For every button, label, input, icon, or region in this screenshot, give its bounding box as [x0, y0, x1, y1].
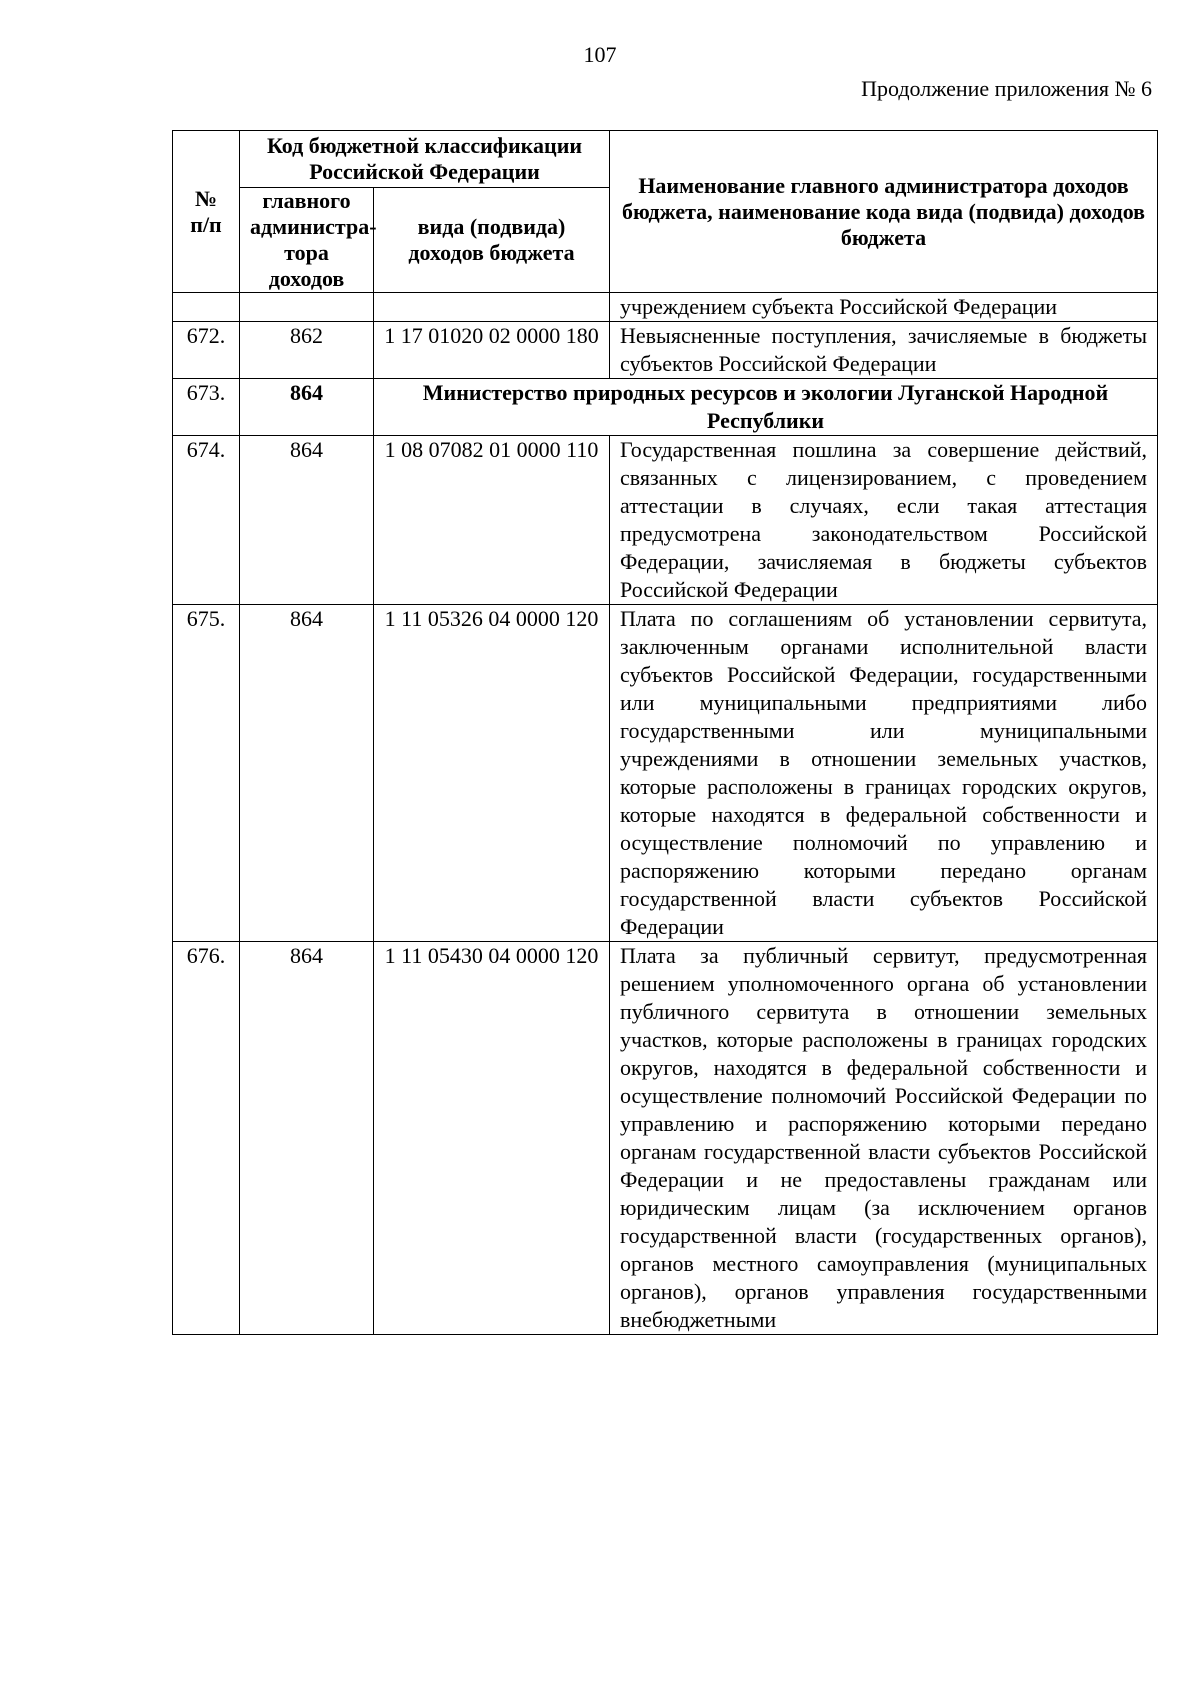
- row-admin-code: 864: [240, 605, 374, 942]
- header-name: Наименование главного администратора доходов бюджета, наименование кода вида (подвида) доходов бюджета: [610, 131, 1158, 293]
- ministry-heading: Министерство природных ресурсов и экологии Луганской Народной Республики: [374, 379, 1158, 436]
- table-row-continuation: [173, 293, 1158, 322]
- table-row-674: [173, 436, 1158, 605]
- row-admin-code: 864: [240, 942, 374, 1335]
- header-admin-code: главного администра-тора доходов: [240, 188, 374, 293]
- row-number: [173, 293, 240, 322]
- header-kbk-group: Код бюджетной классификации Российской Федерации: [240, 131, 610, 188]
- row-description: Плата за публичный сервитут, предусмотренная решением уполномоченного органа об установлении публичного сервитута в отношении земельных участков, которые расположены в границах городских округов, находятся в федеральной собственности и осуществление полномочий Российской Федерации по управлению и распоряжению которыми передано органам государственной власти субъектов Российской Федерации и не предоставлены гражданам или юридическим лицам (за исключением органов государственной власти (государственных органов), органов местного самоуправления (муниципальных органов), органов управления государственными внебюджетными: [610, 942, 1158, 1335]
- page-number: 107: [583, 42, 617, 67]
- row-admin-code: 864: [240, 436, 374, 605]
- row-admin-code: [240, 293, 374, 322]
- row-number: 676.: [173, 942, 240, 1335]
- table-row-673: [173, 379, 1158, 436]
- header-type-code: вида (подвида) доходов бюджета: [374, 188, 610, 293]
- row-type-code: [374, 293, 610, 322]
- appendix-title: Продолжение приложения № 6: [861, 76, 1152, 101]
- row-description: Государственная пошлина за совершение действий, связанных с лицензированием, с проведением аттестации в случаях, если такая аттестация предусмотрена законодательством Российской Федерации, зачисляемая в бюджеты субъектов Российской Федерации: [610, 436, 1158, 605]
- table-row-676: [173, 942, 1158, 1335]
- row-type-code: 1 08 07082 01 0000 110: [374, 436, 610, 605]
- row-number: 674.: [173, 436, 240, 605]
- row-admin-code: 862: [240, 322, 374, 379]
- header-number: № п/п: [173, 131, 240, 293]
- row-type-code: 1 11 05326 04 0000 120: [374, 605, 610, 942]
- row-number: 672.: [173, 322, 240, 379]
- row-description: учреждением субъекта Российской Федерации: [610, 293, 1158, 322]
- row-type-code: 1 17 01020 02 0000 180: [374, 322, 610, 379]
- row-number: 675.: [173, 605, 240, 942]
- header-row-1: [173, 131, 1158, 188]
- row-type-code: 1 11 05430 04 0000 120: [374, 942, 610, 1335]
- row-description: Плата по соглашениям об установлении сервитута, заключенным органами исполнительной власти субъектов Российской Федерации, государственными или муниципальными предприятиями либо государственными или муниципальными учреждениями в отношении земельных участков, которые расположены в границах городских округов, которые находятся в федеральной собственности и осуществление полномочий по управлению и распоряжению которыми передано органам государственной власти субъектов Российской Федерации: [610, 605, 1158, 942]
- row-description: Невыясненные поступления, зачисляемые в бюджеты субъектов Российской Федерации: [610, 322, 1158, 379]
- budget-classification-table: [172, 130, 1158, 1335]
- row-admin-code: 864: [240, 379, 374, 436]
- table-row-672: [173, 322, 1158, 379]
- row-number: 673.: [173, 379, 240, 436]
- table-row-675: [173, 605, 1158, 942]
